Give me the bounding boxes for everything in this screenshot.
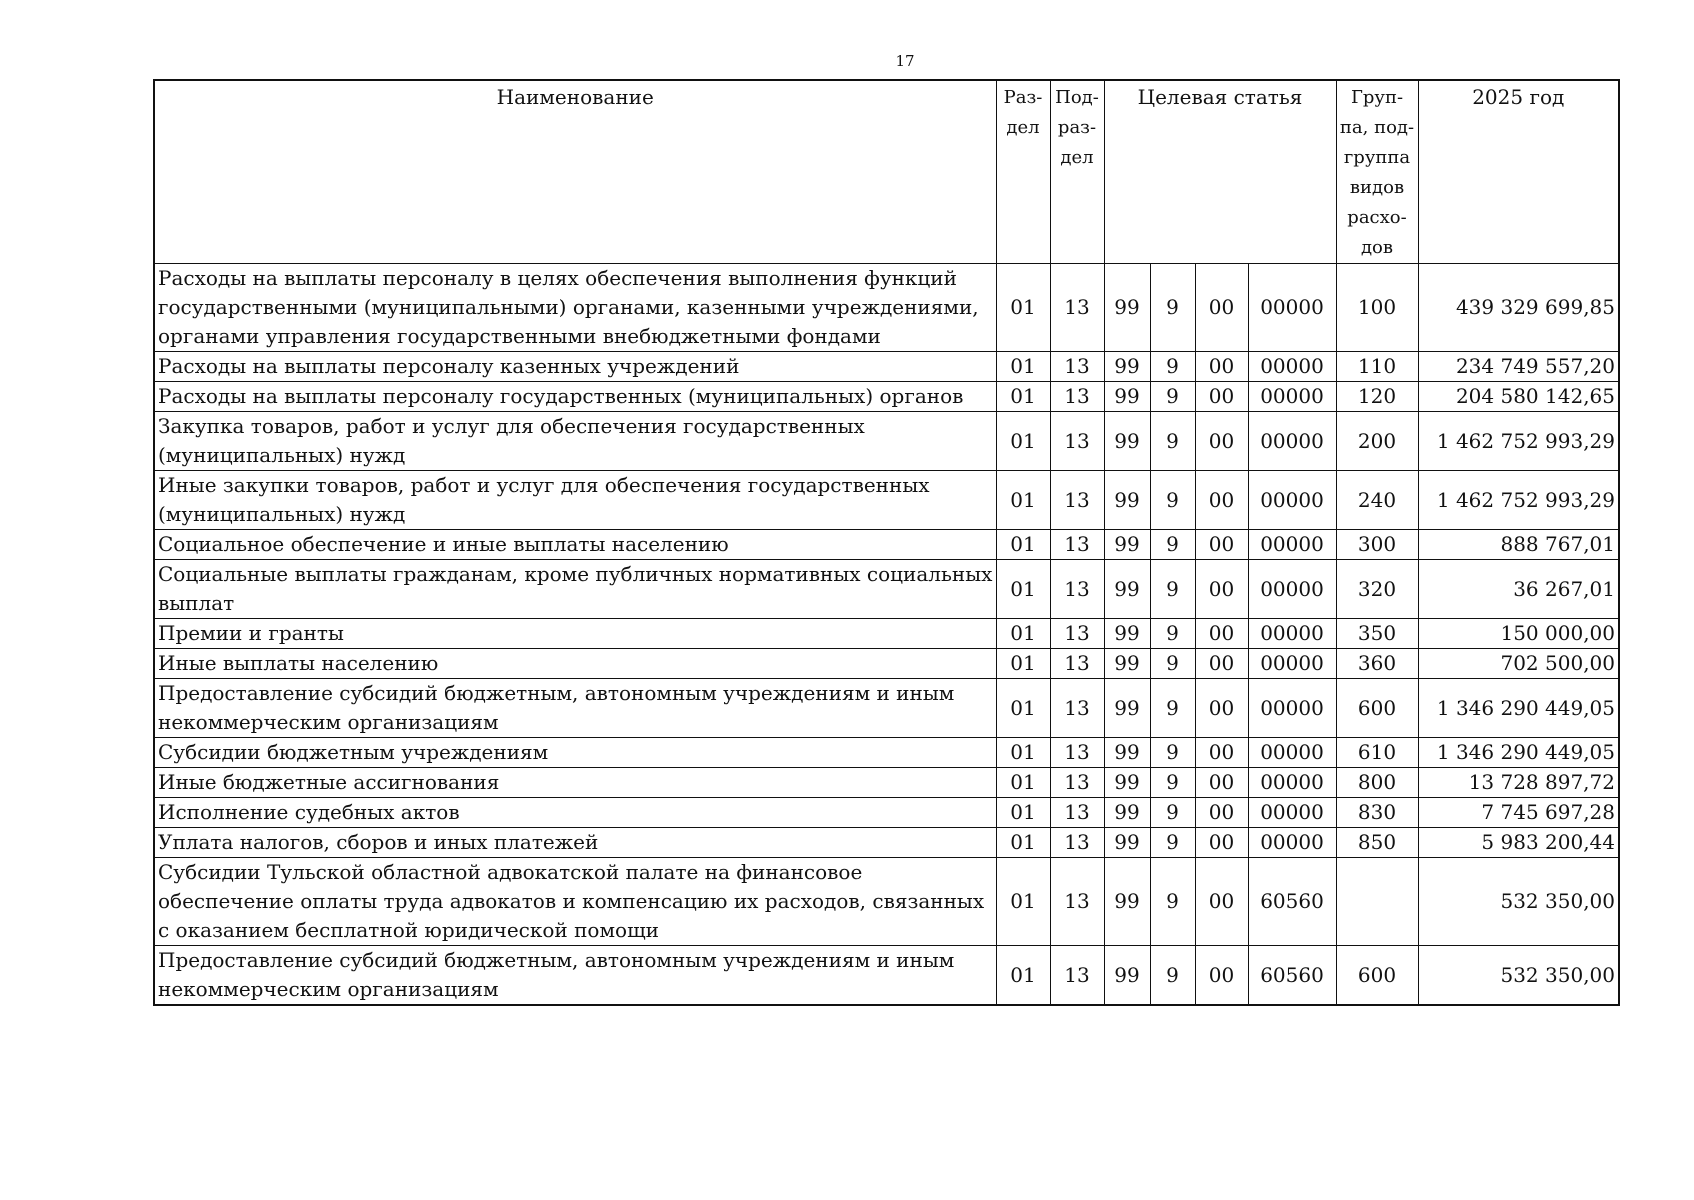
- cell-t2: 9: [1150, 471, 1195, 530]
- cell-t3: 00: [1195, 738, 1248, 768]
- cell-group: 350: [1336, 619, 1418, 649]
- cell-t2: 9: [1150, 619, 1195, 649]
- cell-group: 200: [1336, 412, 1418, 471]
- cell-t1: 99: [1104, 352, 1150, 382]
- table-row: [154, 352, 1619, 382]
- cell-t4: 00000: [1248, 828, 1336, 858]
- cell-group: 320: [1336, 560, 1418, 619]
- cell-t3: 00: [1195, 560, 1248, 619]
- cell-t2: 9: [1150, 560, 1195, 619]
- cell-amount: 204 580 142,65: [1418, 382, 1619, 412]
- cell-amount: 702 500,00: [1418, 649, 1619, 679]
- cell-t2: 9: [1150, 738, 1195, 768]
- cell-razdel: 01: [996, 738, 1050, 768]
- table-row: [154, 798, 1619, 828]
- cell-t4: 00000: [1248, 649, 1336, 679]
- cell-t4: 00000: [1248, 768, 1336, 798]
- table-row: [154, 560, 1619, 619]
- cell-razdel: 01: [996, 382, 1050, 412]
- cell-group: 600: [1336, 946, 1418, 1006]
- cell-t3: 00: [1195, 382, 1248, 412]
- cell-t4: 00000: [1248, 530, 1336, 560]
- cell-name: Предоставление субсидий бюджетным, автономным учреждениям и иным некоммерческим организациям: [154, 946, 996, 1006]
- cell-razdel: 01: [996, 828, 1050, 858]
- cell-amount: 888 767,01: [1418, 530, 1619, 560]
- cell-name: Иные выплаты населению: [154, 649, 996, 679]
- cell-group: 830: [1336, 798, 1418, 828]
- table-row: [154, 679, 1619, 738]
- cell-podrazdel: 13: [1050, 264, 1104, 352]
- cell-group: 610: [1336, 738, 1418, 768]
- cell-amount: 1 346 290 449,05: [1418, 679, 1619, 738]
- cell-podrazdel: 13: [1050, 858, 1104, 946]
- cell-t3: 00: [1195, 828, 1248, 858]
- cell-t1: 99: [1104, 649, 1150, 679]
- cell-t2: 9: [1150, 768, 1195, 798]
- cell-t2: 9: [1150, 828, 1195, 858]
- cell-amount: 532 350,00: [1418, 858, 1619, 946]
- header-year: 2025 год: [1418, 80, 1619, 264]
- cell-razdel: 01: [996, 858, 1050, 946]
- cell-t3: 00: [1195, 619, 1248, 649]
- cell-razdel: 01: [996, 412, 1050, 471]
- table-body: [154, 264, 1619, 1006]
- table-row: [154, 264, 1619, 352]
- cell-t1: 99: [1104, 828, 1150, 858]
- cell-t2: 9: [1150, 679, 1195, 738]
- page-number: 17: [895, 52, 915, 70]
- cell-podrazdel: 13: [1050, 828, 1104, 858]
- cell-name: Расходы на выплаты персоналу в целях обеспечения выполнения функций государственными (муниципальными) органами, казенными учреждениями, органами управления государственными внебюджетными фондами: [154, 264, 996, 352]
- cell-name: Иные бюджетные ассигнования: [154, 768, 996, 798]
- cell-amount: 7 745 697,28: [1418, 798, 1619, 828]
- table-row: [154, 471, 1619, 530]
- cell-razdel: 01: [996, 649, 1050, 679]
- cell-podrazdel: 13: [1050, 471, 1104, 530]
- cell-razdel: 01: [996, 946, 1050, 1006]
- cell-t1: 99: [1104, 768, 1150, 798]
- cell-name: Иные закупки товаров, работ и услуг для обеспечения государственных (муниципальных) нужд: [154, 471, 996, 530]
- table-row: [154, 649, 1619, 679]
- cell-t3: 00: [1195, 264, 1248, 352]
- cell-group: 100: [1336, 264, 1418, 352]
- cell-t1: 99: [1104, 412, 1150, 471]
- cell-name: Уплата налогов, сборов и иных платежей: [154, 828, 996, 858]
- cell-group: 360: [1336, 649, 1418, 679]
- cell-t4: 00000: [1248, 560, 1336, 619]
- cell-t4: 00000: [1248, 264, 1336, 352]
- cell-razdel: 01: [996, 471, 1050, 530]
- cell-t1: 99: [1104, 264, 1150, 352]
- cell-name: Предоставление субсидий бюджетным, автономным учреждениям и иным некоммерческим организациям: [154, 679, 996, 738]
- cell-podrazdel: 13: [1050, 352, 1104, 382]
- cell-group: 120: [1336, 382, 1418, 412]
- cell-group: 110: [1336, 352, 1418, 382]
- cell-podrazdel: 13: [1050, 382, 1104, 412]
- cell-podrazdel: 13: [1050, 619, 1104, 649]
- cell-name: Премии и гранты: [154, 619, 996, 649]
- cell-t1: 99: [1104, 530, 1150, 560]
- table-row: [154, 382, 1619, 412]
- cell-t2: 9: [1150, 264, 1195, 352]
- cell-amount: 1 346 290 449,05: [1418, 738, 1619, 768]
- table-row: [154, 946, 1619, 1006]
- cell-podrazdel: 13: [1050, 768, 1104, 798]
- cell-t3: 00: [1195, 649, 1248, 679]
- cell-razdel: 01: [996, 798, 1050, 828]
- cell-podrazdel: 13: [1050, 946, 1104, 1006]
- cell-t2: 9: [1150, 412, 1195, 471]
- cell-t3: 00: [1195, 352, 1248, 382]
- cell-amount: 1 462 752 993,29: [1418, 471, 1619, 530]
- cell-podrazdel: 13: [1050, 530, 1104, 560]
- cell-t4: 00000: [1248, 412, 1336, 471]
- cell-t4: 60560: [1248, 946, 1336, 1006]
- cell-t3: 00: [1195, 946, 1248, 1006]
- cell-name: Расходы на выплаты персоналу казенных учреждений: [154, 352, 996, 382]
- header-target: Целевая статья: [1104, 80, 1336, 264]
- table-row: [154, 768, 1619, 798]
- cell-t4: 00000: [1248, 352, 1336, 382]
- cell-amount: 439 329 699,85: [1418, 264, 1619, 352]
- cell-t3: 00: [1195, 858, 1248, 946]
- cell-t2: 9: [1150, 530, 1195, 560]
- cell-t1: 99: [1104, 560, 1150, 619]
- cell-t1: 99: [1104, 679, 1150, 738]
- cell-amount: 150 000,00: [1418, 619, 1619, 649]
- cell-group: 240: [1336, 471, 1418, 530]
- cell-amount: 532 350,00: [1418, 946, 1619, 1006]
- table-row: [154, 858, 1619, 946]
- cell-podrazdel: 13: [1050, 798, 1104, 828]
- cell-name: Социальные выплаты гражданам, кроме публичных нормативных социальных выплат: [154, 560, 996, 619]
- cell-t1: 99: [1104, 798, 1150, 828]
- header-name: Наименование: [154, 80, 996, 264]
- table-row: [154, 619, 1619, 649]
- cell-t4: 00000: [1248, 798, 1336, 828]
- cell-t3: 00: [1195, 798, 1248, 828]
- cell-group: [1336, 858, 1418, 946]
- cell-t4: 00000: [1248, 679, 1336, 738]
- cell-t2: 9: [1150, 649, 1195, 679]
- cell-razdel: 01: [996, 560, 1050, 619]
- cell-name: Закупка товаров, работ и услуг для обеспечения государственных (муниципальных) нужд: [154, 412, 996, 471]
- cell-razdel: 01: [996, 530, 1050, 560]
- cell-t4: 60560: [1248, 858, 1336, 946]
- cell-t4: 00000: [1248, 619, 1336, 649]
- cell-t4: 00000: [1248, 471, 1336, 530]
- header-podrazdel: Под- раз- дел: [1050, 80, 1104, 264]
- cell-group: 800: [1336, 768, 1418, 798]
- cell-t2: 9: [1150, 946, 1195, 1006]
- header-razdel: Раз- дел: [996, 80, 1050, 264]
- cell-t1: 99: [1104, 738, 1150, 768]
- cell-podrazdel: 13: [1050, 738, 1104, 768]
- cell-razdel: 01: [996, 352, 1050, 382]
- cell-name: Субсидии бюджетным учреждениям: [154, 738, 996, 768]
- header-group: Груп- па, под- группа видов расхо- дов: [1336, 80, 1418, 264]
- cell-t2: 9: [1150, 352, 1195, 382]
- table-row: [154, 530, 1619, 560]
- cell-group: 850: [1336, 828, 1418, 858]
- cell-t1: 99: [1104, 946, 1150, 1006]
- cell-amount: 234 749 557,20: [1418, 352, 1619, 382]
- cell-t1: 99: [1104, 471, 1150, 530]
- cell-t2: 9: [1150, 798, 1195, 828]
- cell-amount: 36 267,01: [1418, 560, 1619, 619]
- header-row: [154, 80, 1619, 264]
- cell-t3: 00: [1195, 412, 1248, 471]
- budget-table: [153, 79, 1620, 1006]
- cell-t3: 00: [1195, 530, 1248, 560]
- cell-t1: 99: [1104, 382, 1150, 412]
- cell-podrazdel: 13: [1050, 412, 1104, 471]
- table-row: [154, 412, 1619, 471]
- cell-name: Расходы на выплаты персоналу государственных (муниципальных) органов: [154, 382, 996, 412]
- cell-name: Социальное обеспечение и иные выплаты населению: [154, 530, 996, 560]
- cell-t4: 00000: [1248, 382, 1336, 412]
- cell-amount: 13 728 897,72: [1418, 768, 1619, 798]
- cell-t3: 00: [1195, 768, 1248, 798]
- cell-podrazdel: 13: [1050, 679, 1104, 738]
- cell-amount: 5 983 200,44: [1418, 828, 1619, 858]
- cell-t3: 00: [1195, 679, 1248, 738]
- cell-amount: 1 462 752 993,29: [1418, 412, 1619, 471]
- cell-razdel: 01: [996, 679, 1050, 738]
- cell-razdel: 01: [996, 264, 1050, 352]
- cell-t2: 9: [1150, 858, 1195, 946]
- cell-podrazdel: 13: [1050, 649, 1104, 679]
- cell-name: Исполнение судебных актов: [154, 798, 996, 828]
- cell-group: 600: [1336, 679, 1418, 738]
- table-row: [154, 828, 1619, 858]
- cell-t3: 00: [1195, 471, 1248, 530]
- cell-t4: 00000: [1248, 738, 1336, 768]
- table-row: [154, 738, 1619, 768]
- cell-razdel: 01: [996, 619, 1050, 649]
- cell-podrazdel: 13: [1050, 560, 1104, 619]
- cell-t2: 9: [1150, 382, 1195, 412]
- cell-razdel: 01: [996, 768, 1050, 798]
- cell-group: 300: [1336, 530, 1418, 560]
- cell-t1: 99: [1104, 619, 1150, 649]
- cell-name: Субсидии Тульской областной адвокатской палате на финансовое обеспечение оплаты труда адвокатов и компенсацию их расходов, связанных с оказанием бесплатной юридической помощи: [154, 858, 996, 946]
- cell-t1: 99: [1104, 858, 1150, 946]
